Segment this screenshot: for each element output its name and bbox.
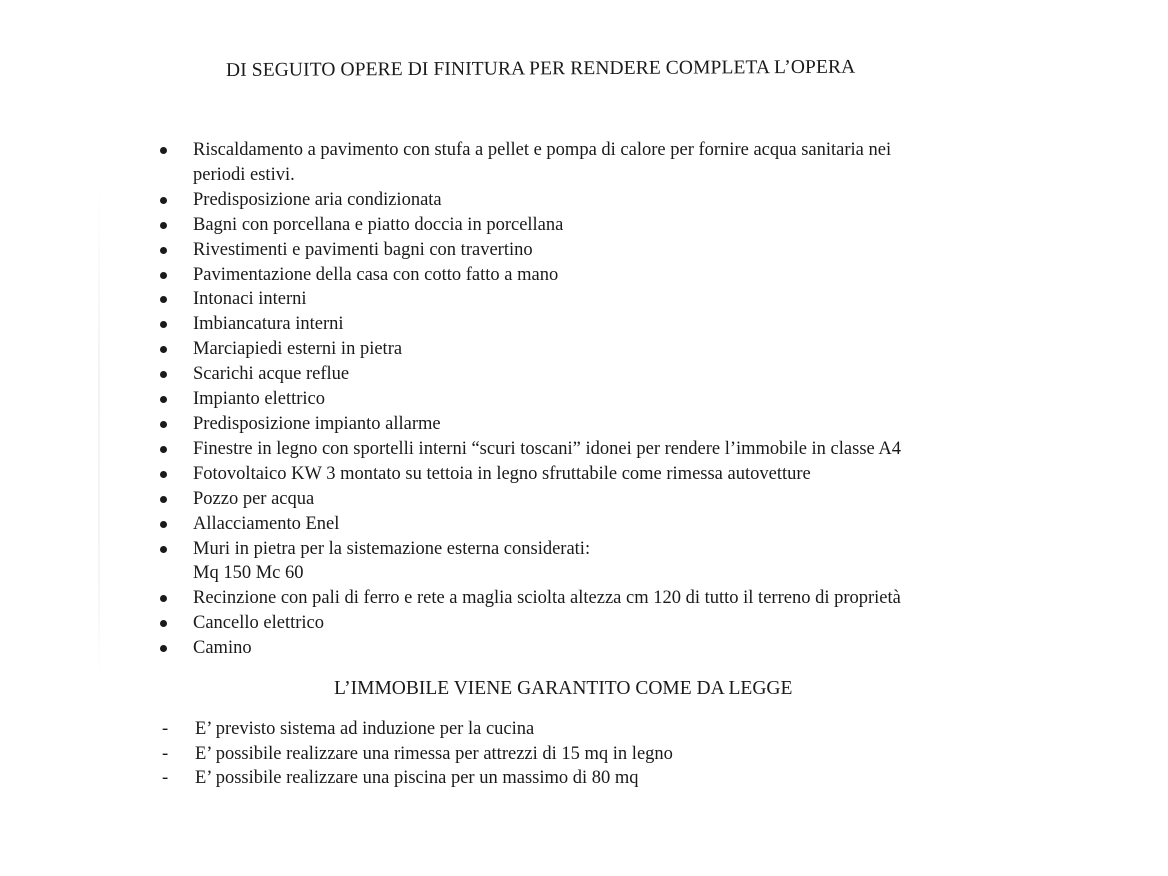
list-item-text: Fotovoltaico KW 3 montato su tettoia in legno sfruttabile come rimessa autovetture — [193, 463, 811, 484]
list-item-text: Predisposizione aria condizionata — [193, 189, 442, 210]
list-item-text: Recinzione con pali di ferro e rete a maglia sciolta altezza cm 120 di tutto il terreno di proprietà — [193, 588, 901, 609]
bullet-icon — [160, 296, 167, 303]
bullet-icon — [160, 471, 167, 478]
list-item — [158, 462, 1058, 487]
list-item-text: periodi estivi. — [193, 164, 295, 185]
list-item — [158, 263, 1058, 288]
bullet-icon — [160, 496, 167, 503]
bullet-icon — [160, 197, 167, 204]
list-item-text: Bagni con porcellana e piatto doccia in porcellana — [193, 214, 564, 235]
bullet-icon — [160, 272, 167, 279]
bullet-icon — [160, 222, 167, 229]
list-item — [158, 611, 1058, 636]
list-item — [158, 312, 1058, 337]
list-item-text: Mq 150 Mc 60 — [193, 563, 304, 584]
note-item — [160, 717, 673, 742]
dash-marker: - — [162, 743, 169, 764]
list-item-text: Riscaldamento a pavimento con stufa a pellet e pompa di calore per fornire acqua sanitaria nei — [193, 140, 892, 160]
bullet-icon — [160, 247, 167, 254]
list-item-text: Imbiancatura interni — [193, 314, 344, 335]
list-item — [158, 213, 1058, 238]
bullet-icon — [160, 645, 167, 652]
note-text: E’ possibile realizzare una piscina per un massimo di 80 mq — [195, 768, 639, 788]
list-item — [158, 537, 1058, 587]
list-item — [158, 238, 1058, 263]
note-text: E’ possibile realizzare una rimessa per attrezzi di 15 mq in legno — [195, 743, 673, 764]
list-item-text: Pavimentazione della casa con cotto fatto a mano — [193, 264, 559, 285]
bullet-icon — [160, 371, 167, 378]
list-item-text: Camino — [193, 638, 252, 659]
bullet-icon — [160, 546, 167, 553]
list-item — [158, 337, 1058, 362]
list-item-text: Rivestimenti e pavimenti bagni con travertino — [193, 239, 533, 260]
notes-list — [160, 717, 673, 791]
bullet-icon — [160, 446, 167, 453]
list-item — [158, 387, 1058, 412]
bullet-icon — [160, 346, 167, 353]
bullet-icon — [160, 321, 167, 328]
list-item-text: Finestre in legno con sportelli interni “scuri toscani” idonei per rendere l’immobile in classe A4 — [193, 438, 901, 459]
list-item-text: Scarichi acque reflue — [193, 364, 350, 385]
bullet-icon — [160, 595, 167, 602]
document-title: DI SEGUITO OPERE DI FINITURA PER RENDERE COMPLETA L’OPERA — [225, 56, 856, 81]
scan-edge-shadow — [98, 180, 100, 680]
note-item — [160, 742, 673, 767]
bullet-icon — [160, 521, 167, 528]
dash-marker: - — [162, 768, 169, 788]
list-item-text: Cancello elettrico — [193, 613, 324, 634]
bullet-icon — [160, 421, 167, 428]
list-item — [158, 138, 1058, 188]
guarantee-heading: L’IMMOBILE VIENE GARANTITO COME DA LEGGE — [334, 678, 793, 699]
note-item — [160, 766, 673, 791]
list-item — [158, 636, 1058, 661]
list-item — [158, 487, 1058, 512]
list-item-text: Muri in pietra per la sistemazione esterna considerati: — [193, 538, 591, 559]
list-item-text: Impianto elettrico — [193, 389, 326, 410]
bullet-icon — [160, 620, 167, 627]
list-item-text: Marciapiedi esterni in pietra — [193, 339, 403, 360]
dash-marker: - — [162, 719, 169, 739]
list-item-text: Allacciamento Enel — [193, 513, 340, 534]
bullet-icon — [160, 396, 167, 403]
list-item — [158, 512, 1058, 537]
list-item — [158, 412, 1058, 437]
list-item — [158, 287, 1058, 312]
list-item — [158, 362, 1058, 387]
note-text: E’ previsto sistema ad induzione per la cucina — [195, 719, 535, 739]
finishing-works-list — [158, 138, 1058, 661]
list-item-text: Intonaci interni — [193, 289, 307, 310]
list-item-text: Pozzo per acqua — [193, 488, 315, 509]
list-item — [158, 188, 1058, 213]
bullet-icon — [160, 147, 167, 154]
list-item-text: Predisposizione impianto allarme — [193, 413, 441, 434]
list-item — [158, 586, 1058, 611]
list-item — [158, 437, 1058, 462]
